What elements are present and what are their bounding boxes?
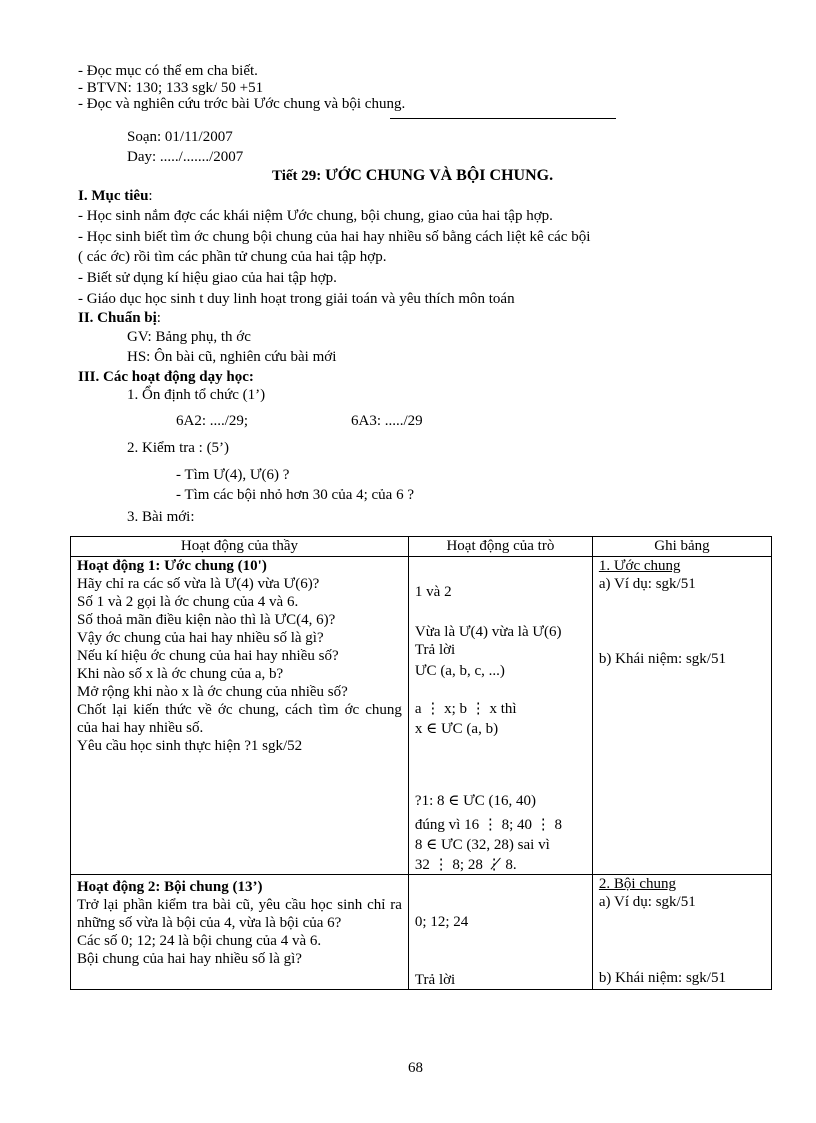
student-line: Vừa là Ư(4) vừa là Ư(6) (414, 624, 562, 640)
student-line: Trả lời (414, 642, 456, 658)
activity-2-teacher (71, 875, 409, 990)
teacher-line: Mở rộng khi nào x là ớc chung của nhiều số? (77, 684, 348, 700)
activity-2-board (592, 875, 771, 990)
teacher-line: Bội chung của hai hay nhiều số là gì? (77, 951, 302, 967)
board-line: b) Khái niệm: sgk/51 (598, 970, 726, 986)
note-2: - BTVN: 130; 133 sgk/ 50 +51 (78, 80, 264, 96)
class-6a2: 6A2: ..../29; (176, 413, 249, 429)
teacher-line: Khi nào số x là ớc chung của a, b? (77, 666, 284, 682)
activity-2-student (408, 875, 592, 990)
student-line: x ∈ ƯC (a, b) (414, 721, 499, 737)
separator-line (390, 118, 616, 119)
step-3: 3. Bài mới: (127, 509, 195, 525)
student-line: 0; 12; 24 (414, 914, 469, 930)
student-line: đúng vì 16 ⋮ 8; 40 ⋮ 8 (414, 817, 563, 833)
objective-1: - Học sinh nắm đợc các khái niệm Ước chung, bội chung, giao của hai tập hợp. (78, 208, 553, 224)
class-6a3: 6A3: ...../29 (351, 413, 423, 429)
step-2: 2. Kiểm tra : (5’) (127, 440, 230, 456)
activity-1-board (592, 557, 771, 875)
check-question-2: - Tìm các bội nhỏ hơn 30 của 4; của 6 ? (176, 487, 415, 503)
lesson-table (70, 536, 772, 990)
board-line: a) Ví dụ: sgk/51 (598, 894, 696, 910)
check-question-1: - Tìm Ư(4), Ư(6) ? (176, 467, 290, 483)
board-line: b) Khái niệm: sgk/51 (598, 651, 726, 667)
board-heading: 2. Bội chung (598, 876, 676, 892)
step-1: 1. Ổn định tổ chức (1’) (127, 387, 266, 403)
activity-1-title: Hoạt động 1: Ước chung (10') (77, 558, 267, 574)
section2-heading: II. Chuẩn bị: (78, 310, 161, 326)
table-header-row (71, 537, 772, 557)
teacher-line: Hãy chỉ ra các số vừa là Ư(4) vừa Ư(6)? (77, 576, 320, 592)
board-line: a) Ví dụ: sgk/51 (598, 576, 696, 592)
lesson-title (272, 167, 553, 185)
page-number: 68 (408, 1060, 423, 1076)
lesson-name: ƯỚC CHUNG VÀ BỘI CHUNG. (325, 167, 554, 184)
prep-teacher: GV: Bảng phụ, th ớc (127, 329, 251, 345)
objective-4: - Giáo dục học sinh t duy linh hoạt trong giải toán và yêu thích môn toán (78, 291, 515, 307)
prep-student: HS: Ôn bài cũ, nghiên cứu bài mới (127, 349, 337, 365)
board-heading: 1. Ước chung (598, 558, 681, 574)
student-line: ƯC (a, b, c, ...) (414, 663, 505, 679)
teacher-line: Vậy ớc chung của hai hay nhiều số là gì? (77, 630, 324, 646)
activity-1-teacher (71, 557, 409, 875)
section1-heading: I. Mục tiêu: (78, 188, 153, 204)
date-soan: Soạn: 01/11/2007 (127, 129, 233, 145)
section3-heading: III. Các hoạt động dạy học: (78, 369, 254, 385)
teacher-line: Các số 0; 12; 24 là bội chung của 4 và 6. (77, 933, 322, 949)
student-line: 1 và 2 (414, 584, 452, 600)
activity-1-student (408, 557, 592, 875)
activity-1-row (71, 557, 772, 875)
note-3: - Đọc và nghiên cứu trớc bài Ước chung và bội chung. (78, 96, 406, 112)
teacher-line: Số 1 và 2 gọi là ớc chung của 4 và 6. (77, 594, 299, 610)
objective-2: - Học sinh biết tìm ớc chung bội chung của hai hay nhiều số bằng cách liệt kê các bội (78, 229, 591, 245)
lesson-number: Tiết 29: (272, 168, 322, 184)
header-student: Hoạt động của trò (408, 537, 592, 557)
student-line: Trả lời (414, 972, 456, 988)
student-line: a ⋮ x; b ⋮ x thì (414, 701, 517, 717)
header-board: Ghi bảng (592, 537, 771, 557)
student-line: ?1: 8 ∈ ƯC (16, 40) (414, 793, 536, 809)
teacher-line: Yêu cầu học sinh thực hiện ?1 sgk/52 (77, 738, 303, 754)
header-teacher: Hoạt động của thầy (71, 537, 409, 557)
teacher-line: Số thoả mãn điều kiện nào thì là ƯC(4, 6)? (77, 612, 336, 628)
student-line: 8 ∈ ƯC (32, 28) sai vì (414, 837, 550, 853)
objective-3: - Biết sử dụng kí hiệu giao của hai tập hợp. (78, 270, 337, 286)
note-1: - Đọc mục có thể em cha biết. (78, 63, 258, 79)
teacher-line: Trở lại phần kiểm tra bài cũ, yêu cầu học sinh chỉ ra những số vừa là bội của 4, vừa là bội của 6? (77, 897, 402, 931)
activity-2-row (71, 875, 772, 990)
activity-2-title: Hoạt động 2: Bội chung (13’) (77, 879, 263, 895)
objective-2-cont: ( các ớc) rồi tìm các phần tử chung của hai tập hợp. (78, 249, 387, 265)
date-day: Day: ...../......./2007 (127, 149, 244, 165)
teacher-line: Chốt lại kiến thức về ớc chung, cách tìm ớc chung của hai hay nhiều số. (77, 702, 402, 736)
student-line: 32 ⋮ 8; 28 ⋮̸ 8. (414, 857, 517, 873)
teacher-line: Nếu kí hiệu ớc chung của hai hay nhiều số? (77, 648, 339, 664)
